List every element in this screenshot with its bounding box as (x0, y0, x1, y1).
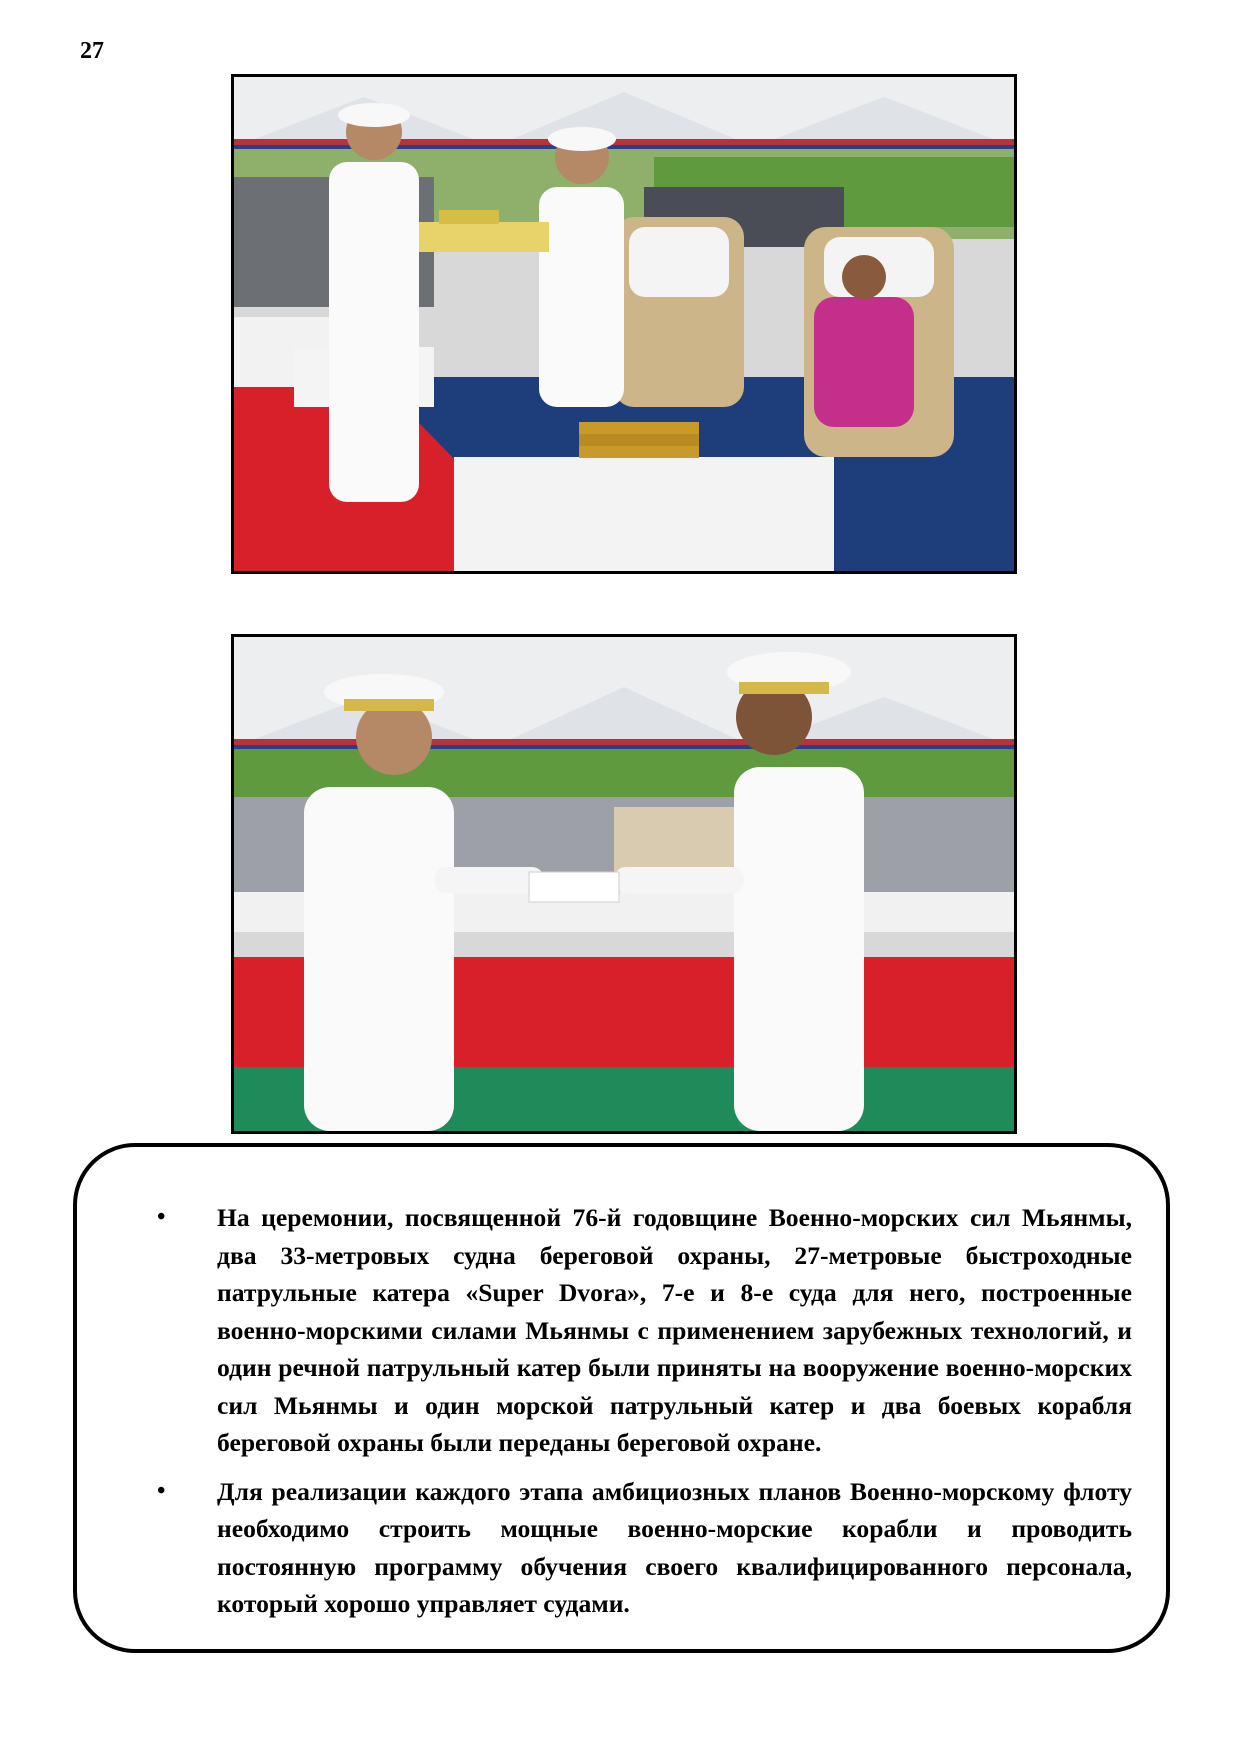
photo-document-handover (231, 634, 1017, 1134)
ceremony-scene-1 (234, 77, 1014, 571)
bullet-item-2 (129, 1473, 1136, 1623)
bullet-item-1 (129, 1199, 1136, 1462)
bullet-text-1: На церемонии, посвященной 76-й годовщине Военно-морских сил Мьянмы, два 33-метровых судна береговой охраны, 27-метровые быстроходные патрульные катера «Super Dvora», 7-е и 8-е суда для него, построенные военно-морскими силами Мьянмы с применением зарубежных технологий, и один речной патрульный катер были приняты на вооружение военно-морских сил Мьянмы и один морской патрульный катер и два боевых корабля береговой охраны были переданы береговой охране. (217, 1203, 1132, 1457)
bullet-text-2: Для реализации каждого этапа амбициозных планов Военно-морскому флоту необходимо строить мощные военно-морские корабли и проводить постоянную программу обучения своего квалифицированного персонала, который хорошо управляет судами. (217, 1476, 1132, 1618)
photo-ship-model-presentation (231, 74, 1017, 574)
bullet-dot: • (157, 1204, 166, 1230)
bullet-dot: • (157, 1477, 166, 1504)
summary-bullet-list (129, 1199, 1136, 1623)
page-number: 27 (80, 38, 104, 64)
ceremony-scene-2 (234, 637, 1014, 1131)
summary-text-box (73, 1143, 1170, 1653)
